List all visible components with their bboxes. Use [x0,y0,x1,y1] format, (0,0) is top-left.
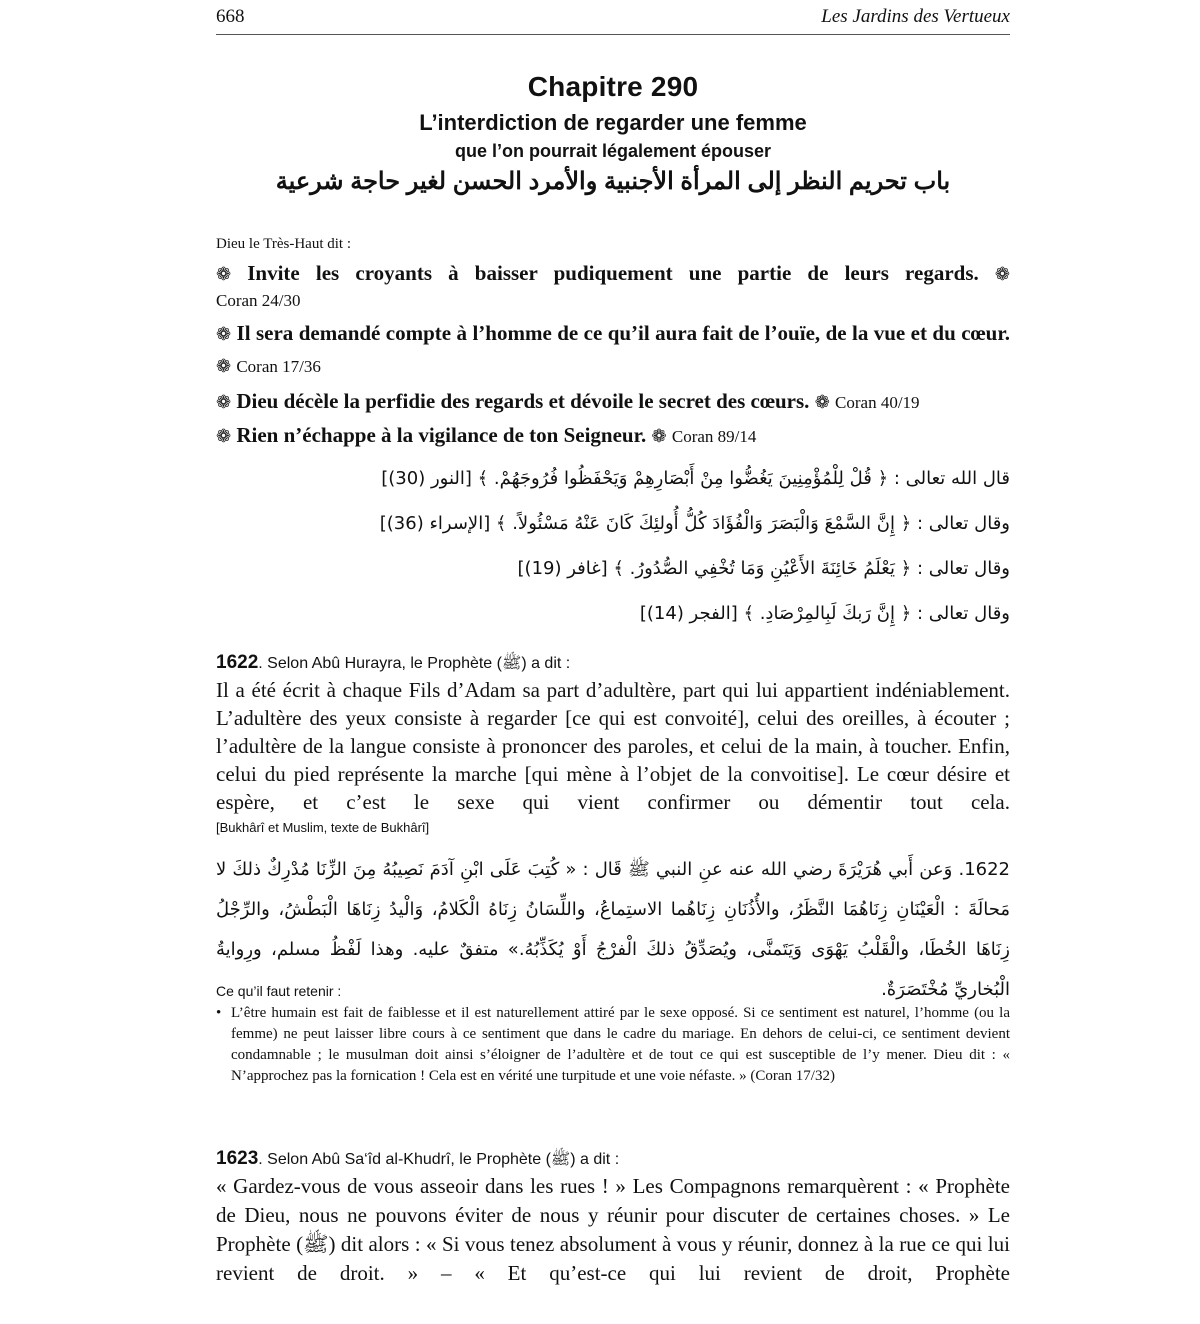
retain-item-text: L’être humain est fait de faiblesse et il est naturellement attiré par le sexe opposé. Si ce sentiment est naturel, l’homme (ou la femme) ne peut laisser libre cours à ce sentiment que dans le cadre du mariage. En dehors de celui-ci, ce sentiment devient condamnable ; le musulman doit ainsi s’éloigner de l’adultère et de tout ce qui est susceptible de l’y mener. Dieu dit : « N’approchez pas la fornication ! Cela est en vérité une turpitude et une voie néfaste. » (Coran 17/32) [231,1005,1010,1084]
retain-label: Ce qu’il faut retenir : [216,983,342,999]
verse [216,258,1010,290]
open-ornament-icon: ❁ [216,392,232,412]
verse-reference: Coran 89/14 [671,427,757,446]
header-rule [216,34,1010,35]
verse [216,420,1010,452]
verse [216,386,1010,418]
close-ornament-icon: ❁ [994,264,1010,284]
intro-label: Dieu le Très-Haut dit : [216,236,351,252]
verse-text: Invite les croyants à baisser pudiquement une partie de leurs regards. [247,261,979,285]
hadith-1622-heading [216,652,570,676]
quran-verses [216,258,1010,452]
arabic-verse: وقال تعالى : ﴿ إِنَّ السَّمْعَ وَالْبَصَرَ وَالْفُؤَادَ كُلُّ أُولئِكَ كَانَ عَنْهُ مَسْئُولاً. ﴾ [الإسراء (36)] [379,513,1010,534]
bullet-icon: • [216,1005,222,1021]
close-ornament-icon: ❁ [814,392,830,412]
verse-text: Rien n’échappe à la vigilance de ton Seigneur. [236,423,647,447]
verse-reference: Coran 40/19 [835,393,920,412]
hadith-1623-heading [216,1148,619,1172]
verse [216,318,1010,382]
close-ornament-icon: ❁ [651,426,667,446]
hadith-intro: . Selon Abû Hurayra, le Prophète (ﷺ) a dit : [258,655,571,672]
arabic-verse: وقال تعالى : ﴿ إِنَّ رَبكَ لَبِالمِرْصَادِ. ﴾ [الفجر (14)] [639,603,1010,624]
page-number: 668 [216,6,245,27]
chapter-subtitle: que l’on pourrait légalement épouser [454,141,772,161]
arabic-verses [370,456,1010,636]
hadith-1623-text: « Gardez-vous de vous asseoir dans les rues ! » Les Compagnons remarquèrent : « Prophète de Dieu, nous ne pouvons éviter de nous y réunir pour discuter de certaines choses. » Le Prophète (ﷺ) dit alors : « Si vous tenez absolument à vous y réunir, donnez à la rue ce qui lui revient de droit. » – « Et qu’est-ce qui lui revient de droit, Prophète [216,1174,1010,1285]
verse-text: Dieu décèle la perfidie des regards et dévoile le secret des cœurs. [236,389,810,413]
hadith-number: 1623 [216,1148,259,1169]
close-ornament-icon: ❁ [216,356,232,376]
open-ornament-icon: ❁ [216,324,232,344]
chapter-arabic-title: باب تحريم النظر إلى المرأة الأجنبية والأمرد الحسن لغير حاجة شرعية [275,168,951,195]
verse-reference: Coran 17/36 [236,357,321,376]
book-title: Les Jardins des Vertueux [821,6,1010,27]
hadith-1622-arabic: 1622. وَعن أَبي هُرَيْرَةَ رضي الله عنه عنِ النبي ﷺ قَال : « كُتِبَ عَلَى ابْنِ آدَمَ نَصِيبُهُ مِنَ الزِّنَا مُدْرِكٌ ذلكَ لا مَحالَةَ : الْعَيْنَانِ زِنَاهُمَا النَّظَرُ، والأُذُنَانِ زِنَاهُما الاستِماعُ، واللِّسَانُ زِنَاهُ الْكَلامُ، وَالْيدُ زِنَاهَا الْبَطْشُ، والرِّجْلُ زِنَاهَا الخُطَا، والْقَلْبُ يَهْوَى وَيَتَمنَّى، ويُصَدِّقُ ذلكَ الْفرْجُ أَوْ يُكَذِّبُهُ.» متفقٌ عليه. وهذا لَفْظُ مسلم، ورِوايةُ الْبُخاريِّ مُخْتَصَرَةٌ. [216,859,1010,1000]
open-ornament-icon: ❁ [216,426,232,446]
arabic-verse: وقال تعالى : ﴿ يَعْلَمُ خَائِنَةَ الأَعْيُنِ وَمَا تُخْفِي الصُّدُورُ. ﴾ [غافر (19)] [517,558,1010,579]
hadith-1622-source: [Bukhârî et Muslim, texte de Bukhârî] [216,820,430,835]
hadith-number: 1622 [216,652,259,673]
running-head [216,6,1010,34]
retain-list [216,1003,1010,1087]
hadith-1622-text: Il a été écrit à chaque Fils d’Adam sa part d’adultère, part qui lui appartient indéniablement. L’adultère des yeux consiste à regarder [ce qui est convoité], celui des oreilles, à écouter ; l’adultère de la langue consiste à prononcer des paroles, et celui de la main, à toucher. Enfin, celui du pied représente la marche [qui mène à l’objet de la convoitise]. Le cœur désire et espère, et c’est le sexe qui vient confirmer ou démentir tout cela. [216,678,1010,814]
chapter-title: L’interdiction de regarder une femme [419,110,807,135]
hadith-intro: . Selon Abû Sa‘îd al-Khudrî, le Prophète (ﷺ) a dit : [258,1151,620,1168]
chapter-number: Chapitre 290 [527,71,699,102]
verse-text: Il sera demandé compte à l’homme de ce qu’il aura fait de l’ouïe, de la vue et du cœur. [236,321,1011,345]
chapter-heading [216,68,1010,200]
verse-reference: Coran 24/30 [216,291,301,310]
arabic-verse: قال الله تعالى : ﴿ قُلْ لِلْمُؤْمِنِينَ يَغُضُّوا مِنْ أَبْصَارِهِمْ وَيَحْفَظُوا فُرُوجَهُمْ. ﴾ [النور (30)] [381,468,1010,489]
open-ornament-icon: ❁ [216,264,232,284]
retain-item [216,1003,1010,1087]
